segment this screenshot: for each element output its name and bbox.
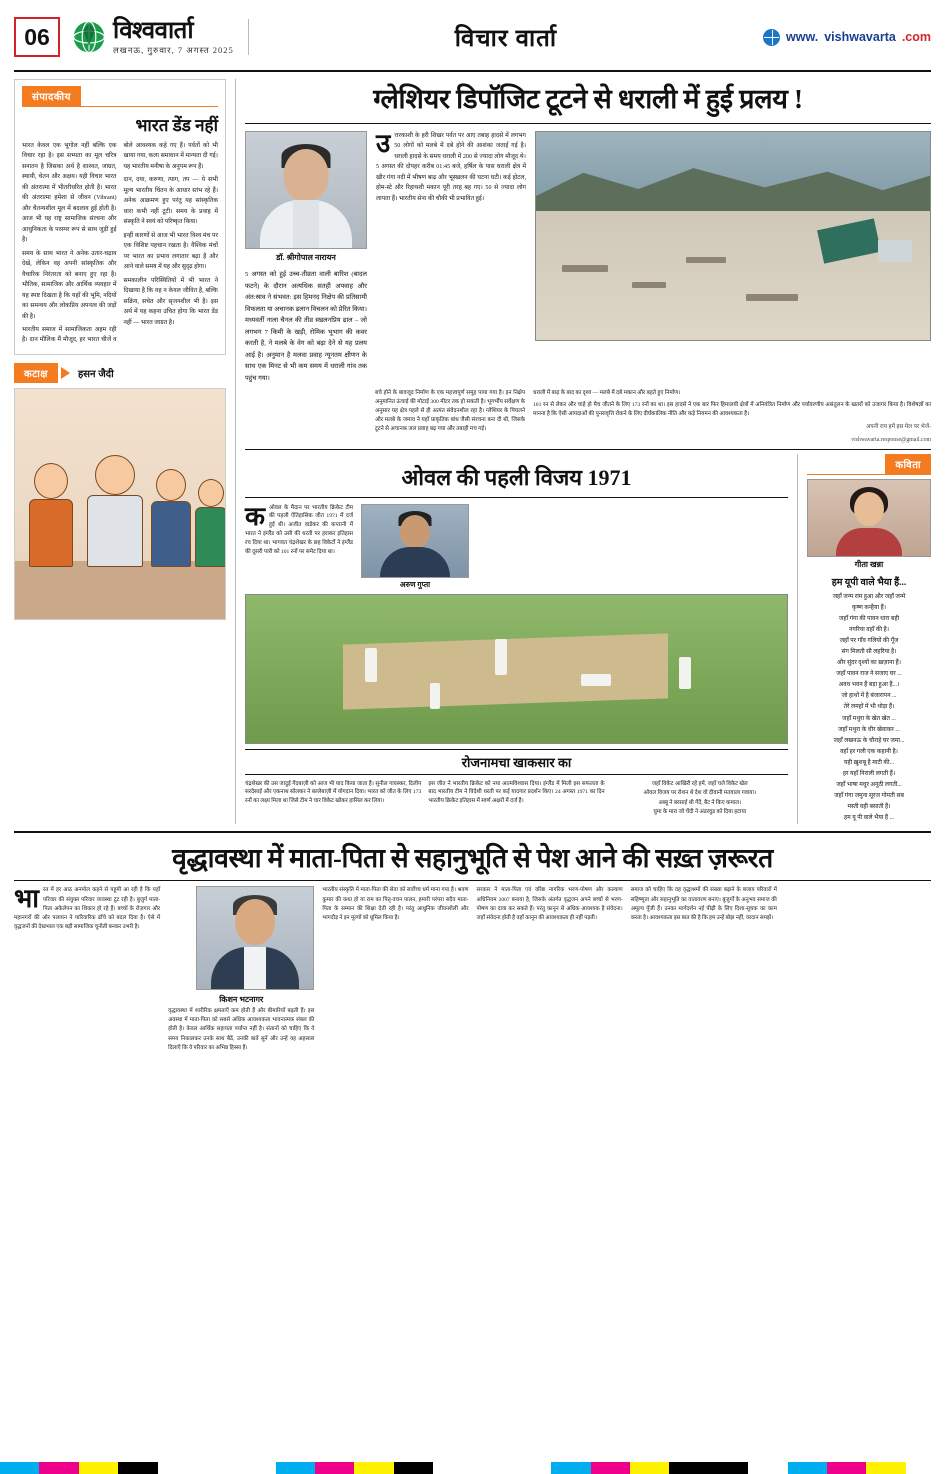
- cricket-verse-line: अब्बू ने बरसाई थी गेंदें, बैट ने किए कमाल।: [658, 799, 742, 806]
- kavita-line: जो हाथों में है बंजारापन ...: [841, 693, 897, 700]
- lead-col1-body: त्तरकाशी के हरी शिखर पर्वत पर आए तबाह हादसे में लगभग 50 लोगों को मलबे में दबे होने की आशंका जताई गई है। धराली हादसे के समय धराली में 200 से ज्यादा लोग मौजूद थे। 5 अगस्त की दोपहर करीब 01:45 बजे, हर्षिल के पास धराली क्षेत्र में खीर गंगा नदी में भीषण बाढ़ और भूस्खलन की घटना घटी। कई होटल, होम-स्टे और रिहायशी मकान पूरी तरह बह गए। 50 से ज्यादा लोग लापता हैं। भारतीय सेना की चौकी भी प्रभावित हुई।: [376, 133, 526, 202]
- lead-author-block: [245, 131, 367, 384]
- bottom-col-4: सरकार ने माता-पिता एवं वरिष्ठ नागरिक भरण-पोषण और कल्याण अधिनियम 2007 बनाया है, जिसके अंतर्गत वृद्धजन अपने बच्चों से भरण-पोषण का दावा कर सकते हैं। परंतु कानून से अधिक आवश्यक है संवेदना। जहाँ संवेदना होती है वहाँ कानून की आवश्यकता ही नहीं पड़ती।: [476, 887, 623, 922]
- kavita-line: और सुंदर दृश्यों का ख़ज़ाना हैं।: [837, 660, 901, 667]
- lead-col-1: [376, 131, 526, 384]
- cricket-col2: चंद्रशेखर की उस जादुई गेंदबाज़ी को आज भी याद किया जाता है। सुनील गावस्कर, दिलीप सरदेसाई और एकनाथ सोलकर ने बल्लेबाज़ी में योगदान दिया। भारत को जीत के लिए 173 रनों का लक्ष्य मिला था जिसे टीम ने चार विकेट खोकर हासिल कर लिया।: [245, 780, 422, 805]
- poet-name: गीता खन्ना: [854, 559, 884, 569]
- cricket-action-photo: [245, 594, 788, 744]
- kavita-line: वहाँ हर गली एक कहानी है।: [840, 748, 898, 755]
- bottom-col-6: [785, 886, 931, 1053]
- editorial-column: [14, 79, 226, 824]
- cricket-author-portrait: [361, 504, 469, 578]
- page-number: 06: [24, 23, 50, 50]
- bottom-col2-body: वृद्धावस्था में शारीरिक क्षमताएँ कम होती हैं और बीमारियाँ बढ़ती हैं। इस अवस्था में माता-पिता को सबसे अधिक आवश्यकता भावनात्मक संबल की होती है। केवल आर्थिक सहायता पर्याप्त नहीं है। संतानों को चाहिए कि वे समय निकालकर उनके साथ बैठें, उनकी बातें सुनें और उन्हें यह अहसास दिलाएँ कि वे परिवार का अभिन्न हिस्सा हैं।: [168, 1007, 315, 1051]
- editorial-box: [14, 79, 226, 355]
- page-number-box: [14, 17, 60, 57]
- cartoon-floor: [15, 561, 225, 619]
- cricket-bottom-cols: [245, 780, 788, 818]
- lead-photo-block: [535, 131, 931, 384]
- column-divider: [235, 79, 236, 824]
- bottom-story: [14, 831, 931, 1053]
- website-prefix: www.: [786, 30, 819, 44]
- lead-col2-text: बचे होने के बावजूद निर्माण के एक महत्त्वपूर्ण समूह पाया गया है। इन निक्षेप अनुमानित ऊंचाई की मोटाई 300 मीटर तक हो सकती है। भूगर्भीय सर्वेक्षण के अनुसार यह क्षेत्र पहले से ही अत्यंत संवेदनशील रहा है। ग्लेशियर के पिघलने और मलबे के जमाव ने यहाँ प्राकृतिक बांध जैसी संरचना बना दी थी, जिसके टूटने से अचानक जल प्रवाह बढ़ गया और तबाही मच गई।: [375, 390, 525, 433]
- katax-author: हसन जैदी: [77, 368, 114, 380]
- cricket-verse-line: घुमा के मारा जो चेंदी ने अंडरवुड को दिया हटाया: [653, 809, 747, 815]
- kavita-lines: [807, 592, 931, 825]
- kavita-line: जहाँ लखनऊ के चौराहे घर जमा...: [833, 737, 905, 744]
- website-name: vishwavarta: [824, 30, 896, 44]
- website-link[interactable]: [763, 29, 931, 46]
- page-title: विचार वार्ता: [454, 25, 558, 52]
- editorial-paragraph: समय के साथ भारत ने अनेक उतार-चढ़ाव देखे, लेकिन वह अपनी सांस्कृतिक और वैचारिक निरंतरता को बनाए हुए रहा है। भौतिक, सामाजिक और आर्थिक व्यवहार में यह स्पष्ट दिखता है कि यहाँ की भूमि, नदियों का समन्वय और लोकप्रिय अपनत्व की जड़ों की है।: [22, 250, 117, 320]
- katax-header: [14, 363, 226, 383]
- kavita-line: हम यू पी वाले भैया हैं ...: [843, 815, 895, 822]
- kavita-line: कृष्ण कन्हैया हैं।: [852, 604, 886, 611]
- lead-author-name: डॉ. श्रीगोपाल नारायन: [276, 253, 336, 262]
- main-stories: [245, 79, 931, 824]
- cricket-top-row: [245, 501, 788, 590]
- bottom-columns: [14, 880, 931, 1053]
- kavita-divider: [797, 454, 798, 825]
- globe-icon: [763, 29, 780, 46]
- kavita-line: तेरे लमहों में भी थोड़ा हैं।: [843, 704, 895, 711]
- lead-row: [245, 131, 931, 384]
- political-cartoon: [14, 388, 226, 620]
- bottom-col-3: भारतीय संस्कृति में माता-पिता की सेवा को सर्वोच्च धर्म माना गया है। श्रवण कुमार की कथा हो या राम का पितृ-वचन पालन, हमारी परंपरा सदैव माता-पिता के सम्मान की शिक्षा देती रही है। परंतु आधुनिक जीवनशैली और भागदौड़ ने इन मूल्यों को धूमिल किया है।: [322, 887, 469, 922]
- lead-headline: ग्लेशियर डिपॉजिट टूटने से धराली में हुई प्रलय !: [245, 79, 931, 124]
- dharali-flood-photo: [535, 131, 931, 341]
- cricket-col1-body: ओवल के मैदान पर भारतीय क्रिकेट टीम की पहली ऐतिहासिक जीत 1971 में दर्ज हुई थी। अजीत वाडेकर की कप्तानी में भारत ने इंग्लैंड को उसी की धरती पर हराकर इतिहास रच दिया था। भागवत चंद्रशेखर के छह विकेटों ने इंग्लैंड की दूसरी पारी को 101 रनों पर समेट दिया था।: [245, 504, 353, 556]
- kavita-line: जहाँ पर गाँव गलियों की गूँज: [839, 637, 899, 644]
- bottom-author-portrait: [196, 886, 314, 990]
- triangle-right-icon: [61, 367, 70, 379]
- contact-email[interactable]: vishwavarta.response@gmail.com: [851, 436, 931, 443]
- kavita-line: जहाँ मथुरा के खेत खेत ...: [842, 715, 896, 722]
- publication-logo: [72, 19, 249, 55]
- author-portrait: [245, 131, 367, 249]
- kavita-line: जहाँ गंगा की पावन धारा बही: [838, 615, 900, 622]
- kavita-line: जहाँ गंगा जमुना सूरज गोमती सब: [834, 793, 904, 800]
- kavita-line: अवध भवन हैं बड़ा हुआ हैं...।: [838, 682, 900, 689]
- cricket-col3: इस जीत ने भारतीय क्रिकेट को नया आत्मविश्वास दिया। इंग्लैंड में मिली इस सफलता के बाद भारतीय टीम ने विदेशी धरती पर कई यादगार प्रदर्शन किए। 24 अगस्त 1971 का दिन भारतीय क्रिकेट इतिहास में स्वर्ण अक्षरों में दर्ज है।: [428, 780, 605, 805]
- cricket-subhead: रोजनामचा खाकसार का: [245, 749, 788, 775]
- cartoon-figure-1: [29, 463, 73, 567]
- kavita-line: मस्ती वही बसाती हैं।: [847, 804, 891, 811]
- kavita-title: हम यूपी वाले भैया हैं...: [831, 577, 907, 588]
- cartoon-figure-4: [195, 479, 226, 567]
- cricket-verse: [612, 780, 788, 818]
- masthead: [14, 10, 931, 72]
- kavita-line: जहाँ जन्म राम हुआ और जहाँ जन्मे: [832, 593, 906, 600]
- website-tld: .com: [901, 30, 931, 44]
- editorial-body: [22, 141, 218, 346]
- lead-col3-text: 101 रन से लेकर और चाहे हो मैच जीतने के लिए 173 रनों का था। इस हादसे ने एक बार फिर हिमालयी क्षेत्रों में अनियंत्रित निर्माण और पर्यावरणीय असंतुलन के खतरों को उजागर किया है। विशेषज्ञों का मानना है कि ऐसी आपदाओं की पुनरावृत्ति रोकने के लिए दीर्घकालिक नीति और कड़े नियमन की आवश्यकता है।: [533, 402, 931, 418]
- editorial-paragraph: दान, दया, करुणा, त्याग, तप — ये सभी मूल्य भारतीय चिंतन के आधार स्तंभ रहे हैं। अनेक आक्रमण हुए परंतु यह सांस्कृतिक धारा कभी नहीं टूटी। समय के प्रवाह में संस्कृति ने स्वयं को परिष्कृत किया।: [123, 177, 218, 226]
- lead-lower-row: [245, 389, 931, 444]
- cartoon-figure-3: [151, 469, 191, 567]
- kavita-line: जहाँ पावन राज ने सजाए घर ...: [836, 671, 902, 678]
- kavita-line: जहाँ भाषा मधुर अनूठी लगती...: [836, 782, 902, 789]
- bottom-col-1: [14, 886, 160, 1053]
- contact-line-1: अपनी राय हमें इस मेल पर भेजें-: [865, 424, 931, 431]
- katax-tag: कटाक्ष: [14, 363, 58, 383]
- kavita-tag-bar: [807, 454, 931, 475]
- bottom-author-name: किशन भटनागर: [219, 995, 264, 1005]
- cricket-verse-line: ओवल विजय पर रोशन थे देश वो दीवानी मतवाला गवाया।: [643, 790, 757, 796]
- print-registration-colorbar: [0, 1462, 945, 1474]
- editorial-paragraph: भारत केवल एक भूगोल नहीं बल्कि एक विचार रहा है। इस सभ्यता का मूल चरित्र सनातन है जिसका अर्थ है शाश्वत, जाग्रत, स्थायी, चेतन और अक्षय। यही विचार भारत की अंतरात्मा में भीतरीधरित होती है। भारत की अंतरात्मा हमेशा से जीवन (Vibrant) और चैतन्यशील मूल में बदलाव हुई होती है। आज भी यह राष्ट्र सामाजिक संरचना और आधुनिकता के परस्पर रूप से साथ जुड़ी हुई है।: [22, 143, 117, 244]
- lead-spacer: [245, 389, 367, 444]
- bottom-col-5: समाज को चाहिए कि वह वृद्धाश्रमों की संख्या बढ़ाने के बजाय परिवारों में सहिष्णुता और सहानुभूति का वातावरण बनाए। बुजुर्गों के अनुभव समाज की अमूल्य पूँजी हैं। उनका मार्गदर्शन नई पीढ़ी के लिए दिशा-सूचक का काम करता है। आवश्यकता इस बात की है कि हम उन्हें बोझ नहीं, वरदान समझें।: [630, 887, 777, 922]
- bottom-col-2: [168, 886, 314, 1053]
- bottom-headline: वृद्धावस्था में माता-पिता से सहानुभूति से पेश आने की सख़्त ज़रूरत: [172, 843, 773, 874]
- editorial-paragraph: भारतीय समाज में सामाजिकता अहम रही है। दान मौलिक मैं मौजूद, हर भारत चीजें व बोले आवश्यक कहे गए हैं। पर्वतों को भी खाया गया, कला समाधान में मान्यता दी गई। यह भारतीय मनीषा के अनुपम रूप हैं।: [22, 143, 218, 344]
- cricket-author-block: [361, 504, 469, 590]
- lead-photo-caption: धराली में बाढ़ के बाद का दृश्य — मलबे में दबे मकान और बहते हुए निर्माण।: [533, 390, 681, 397]
- secondary-stories: [245, 449, 931, 825]
- bottom-drop-cap: भा: [14, 884, 40, 914]
- lead-intro: 5 अगस्त को हुई उच्च-तीव्रता वाली बारिश (बादल फटने) के दौरान अत्यधिक सतही अपवाह और अंत:स्राव ने संभवत: इस हिमनद निक्षेप की प्रतिसामी विफलता या अचानक ढलान विचलन को प्रेरित किया। मध्यवर्ती नाला चैनल की तीव्र स्खलनप्रिय ढाल – जो लगभग 7 किमी के खड़ी, रोमिक भूभाग की कवर करती है, ने मलबे के वेग को बढ़ा देने से यह प्रलय आई है। अनुमान है मलवा प्रवाह न्यूनतम क्षीणन के साथ एक मिनट से भी कम समय में धराली गांव तक पहुंच गया।: [245, 271, 367, 382]
- lead-col1-text: [376, 131, 526, 204]
- editorial-tag-bar: [22, 86, 218, 107]
- vishwavarta-globe-logo-icon: [72, 20, 106, 54]
- cricket-drop-cap: क: [245, 501, 265, 531]
- cricket-headline: ओवल की पहली विजय 1971: [245, 462, 788, 498]
- cricket-author-name: अरुण गुप्ता: [399, 579, 431, 589]
- kavita-tag: कविता: [885, 454, 931, 474]
- editorial-paragraph: इन्हीं कारणों से आज भी भारत विश्व मंच पर एक विशिष्ट पहचान रखता है। वैश्विक मंचों पर भारत का प्रभाव लगातार बढ़ा है और आने वाले समय में यह और सुदृढ़ होगा।: [123, 232, 218, 271]
- kavita-line: नगरिया वहाँ की है।: [849, 626, 889, 633]
- cartoon-figure-2: [87, 455, 143, 567]
- editorial-headline: भारत डेंड नहीं: [135, 116, 218, 135]
- logo-name: विश्ववार्ता: [113, 18, 194, 45]
- lead-caption-block: [533, 389, 931, 444]
- kavita-line: हर यहाँ निराली लगती हैं।: [842, 771, 896, 777]
- bottom-col1-body: रत में हर आठ अनमोल कहने से यहूमी आ रही है कि यहाँ परिवार की संयुक्त परिवार व्यवस्था टूट रही है। बुजुर्ग माता-पिता अकेलेपन का शिकार हो रहे हैं। बच्चों के रोज़गार और महानगरों की ओर पलायन ने पारिवारिक ढाँचे को बदल दिया है। ऐसे में वृद्धजनों की देखभाल एक बड़ी सामाजिक चुनौती बनकर उभरी है।: [14, 887, 161, 931]
- lead-drop-cap: उ: [376, 129, 391, 158]
- cricket-story: [245, 454, 788, 825]
- kavita-column: [807, 454, 931, 825]
- cricket-verse-line: जहाँ विकेट आखिरी रहे हमें, जहाँ चले विकेट खेल: [651, 780, 748, 787]
- kavita-line: यही ख़ुशबू है माटी की...: [843, 759, 895, 766]
- logo-edition-date: लखनऊ, गुरुवार, 7 अगस्त 2025: [113, 45, 234, 56]
- kavita-line: संग मिलती सी लहरिया है।: [841, 648, 897, 655]
- cricket-col1: [245, 501, 353, 590]
- editorial-tag: संपादकीय: [22, 86, 81, 106]
- kavita-line: जहाँ मथुरा के धीर खेवाकर ...: [838, 726, 900, 733]
- poet-portrait: [807, 479, 931, 557]
- editorial-paragraph: समकालीन परिस्थितियों में भी भारत ने दिखाया है कि वह न केवल जीवित है, बल्कि सक्रिय, सचेत और सृजनशील भी है। इस अर्थ में यह कहना उचित होगा कि भारत डेंड नहीं — भारत जाग्रत है।: [123, 277, 218, 326]
- page-content: [14, 79, 931, 824]
